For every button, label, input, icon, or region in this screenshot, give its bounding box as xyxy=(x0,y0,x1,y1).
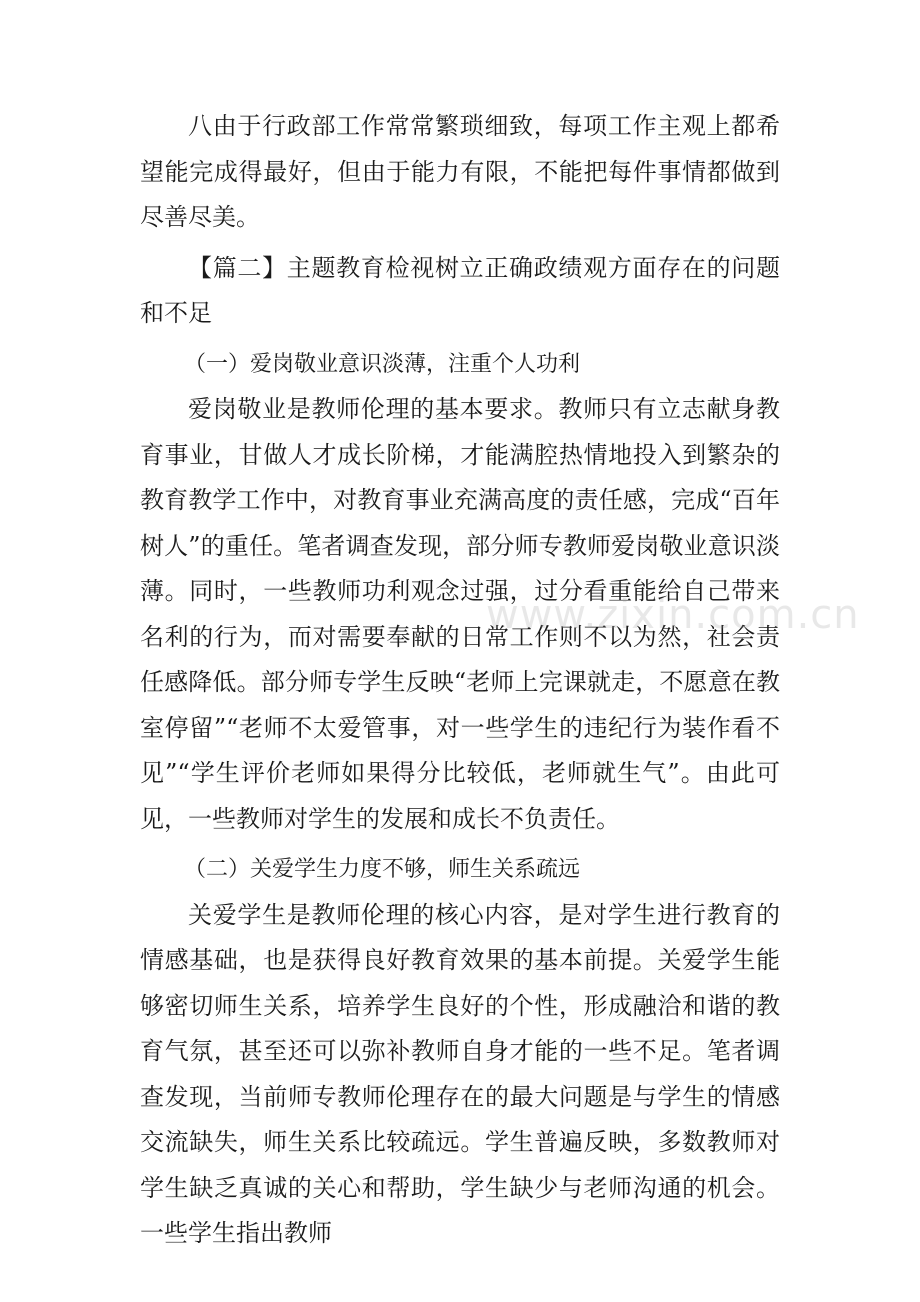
section-heading-part-two: 【篇二】主题教育检视树立正确政绩观方面存在的问题和不足 xyxy=(140,253,780,327)
document-body xyxy=(140,104,780,1257)
paragraph-caring: 关爱学生是教师伦理的核心内容，是对学生进行教育的情感基础，也是获得良好教育效果的基本前提。关爱学生能够密切师生关系，培养学生良好的个性，形成融洽和谐的教育气氛，甚至还可以弥补教师自身才能的一些不足。笔者调查发现，当前师专教师伦理存在的最大问题是与学生的情感交流缺失，师生关系比较疏远。学生普遍反映，多数教师对学生缺乏真诚的关心和帮助，学生缺少与老师沟通的机会。一些学生指出教师 xyxy=(140,900,780,1247)
subheading-two: （二）关爱学生力度不够，师生关系疏远 xyxy=(184,857,581,882)
paragraph-dedication: 爱岗敬业是教师伦理的基本要求。教师只有立志献身教育事业，甘做人才成长阶梯，才能满腔热情地投入到繁杂的教育教学工作中，对教育事业充满高度的责任感，完成“百年树人”的重任。笔者调查发现，部分师专教师爱岗敬业意识淡薄。同时，一些教师功利观念过强，过分看重能给自己带来名利的行为，而对需要奉献的日常工作则不以为然，社会责任感降低。部分师专学生反映“老师上完课就走，不愿意在教室停留”“老师不太爱管事，对一些学生的违纪行为装作看不见”“学生评价老师如果得分比较低，老师就生气”。由此可见，一些教师对学生的发展和成长不负责任。 xyxy=(140,395,780,833)
paragraph-intro: 八由于行政部工作常常繁琐细致，每项工作主观上都希望能完成得最好，但由于能力有限，不能把每件事情都做到尽善尽美。 xyxy=(140,112,780,231)
subheading-one: （一）爱岗敬业意识淡薄，注重个人功利 xyxy=(184,351,581,377)
watermark: www.zixin.com.cn xyxy=(486,592,860,638)
